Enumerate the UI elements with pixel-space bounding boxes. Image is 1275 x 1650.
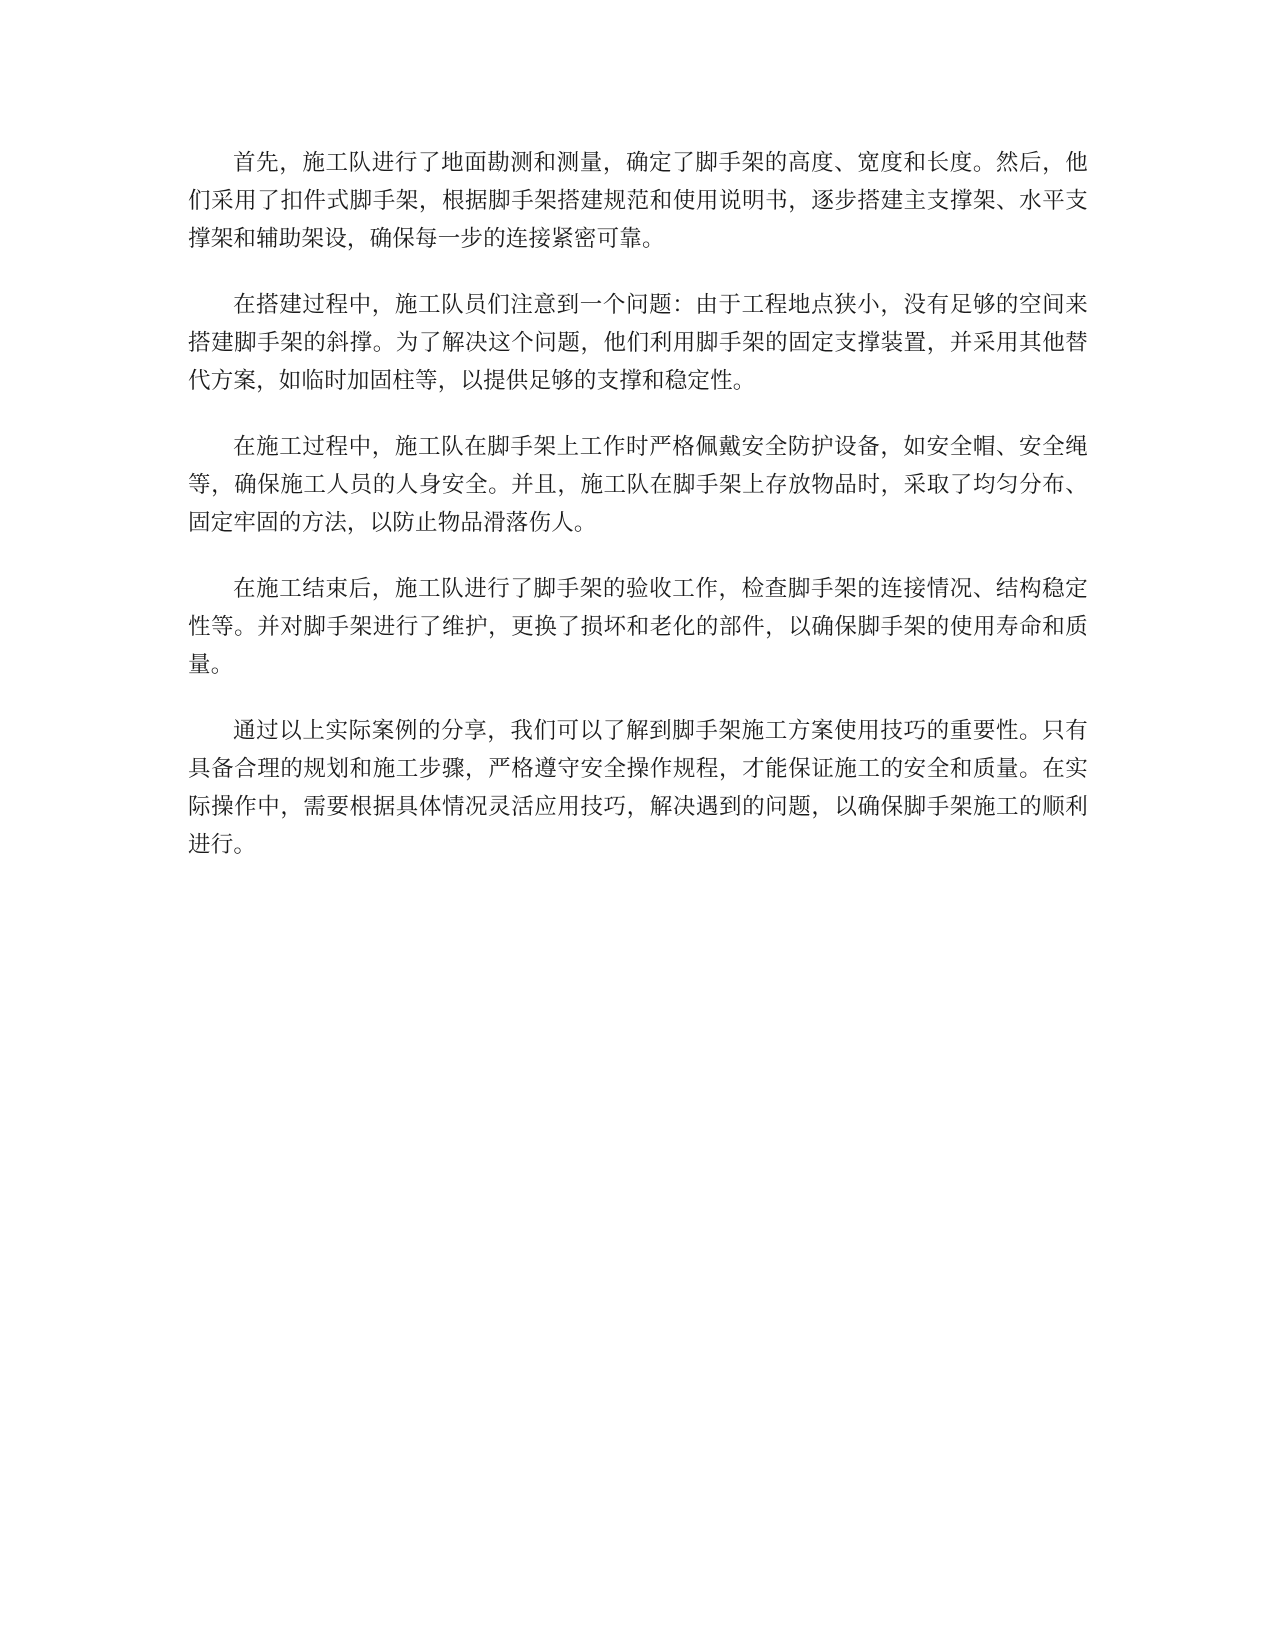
- paragraph-2: 在搭建过程中，施工队员们注意到一个问题：由于工程地点狭小，没有足够的空间来搭建脚手架的斜撑。为了解决这个问题，他们利用脚手架的固定支撑装置，并采用其他替代方案，如临时加固柱等，以提供足够的支撑和稳定性。: [188, 292, 1088, 394]
- paragraph-5: 通过以上实际案例的分享，我们可以了解到脚手架施工方案使用技巧的重要性。只有具备合理的规划和施工步骤，严格遵守安全操作规程，才能保证施工的安全和质量。在实际操作中，需要根据具体情况灵活应用技巧，解决遇到的问题，以确保脚手架施工的顺利进行。: [188, 718, 1088, 858]
- paragraph-4: 在施工结束后，施工队进行了脚手架的验收工作，检查脚手架的连接情况、结构稳定性等。并对脚手架进行了维护，更换了损坏和老化的部件，以确保脚手架的使用寿命和质量。: [188, 576, 1088, 678]
- document-body: [188, 144, 1088, 892]
- paragraph-1: 首先，施工队进行了地面勘测和测量，确定了脚手架的高度、宽度和长度。然后，他们采用了扣件式脚手架，根据脚手架搭建规范和使用说明书，逐步搭建主支撑架、水平支撑架和辅助架设，确保每一步的连接紧密可靠。: [188, 150, 1088, 252]
- paragraph-3: 在施工过程中，施工队在脚手架上工作时严格佩戴安全防护设备，如安全帽、安全绳等，确保施工人员的人身安全。并且，施工队在脚手架上存放物品时，采取了均匀分布、固定牢固的方法，以防止物品滑落伤人。: [188, 434, 1088, 536]
